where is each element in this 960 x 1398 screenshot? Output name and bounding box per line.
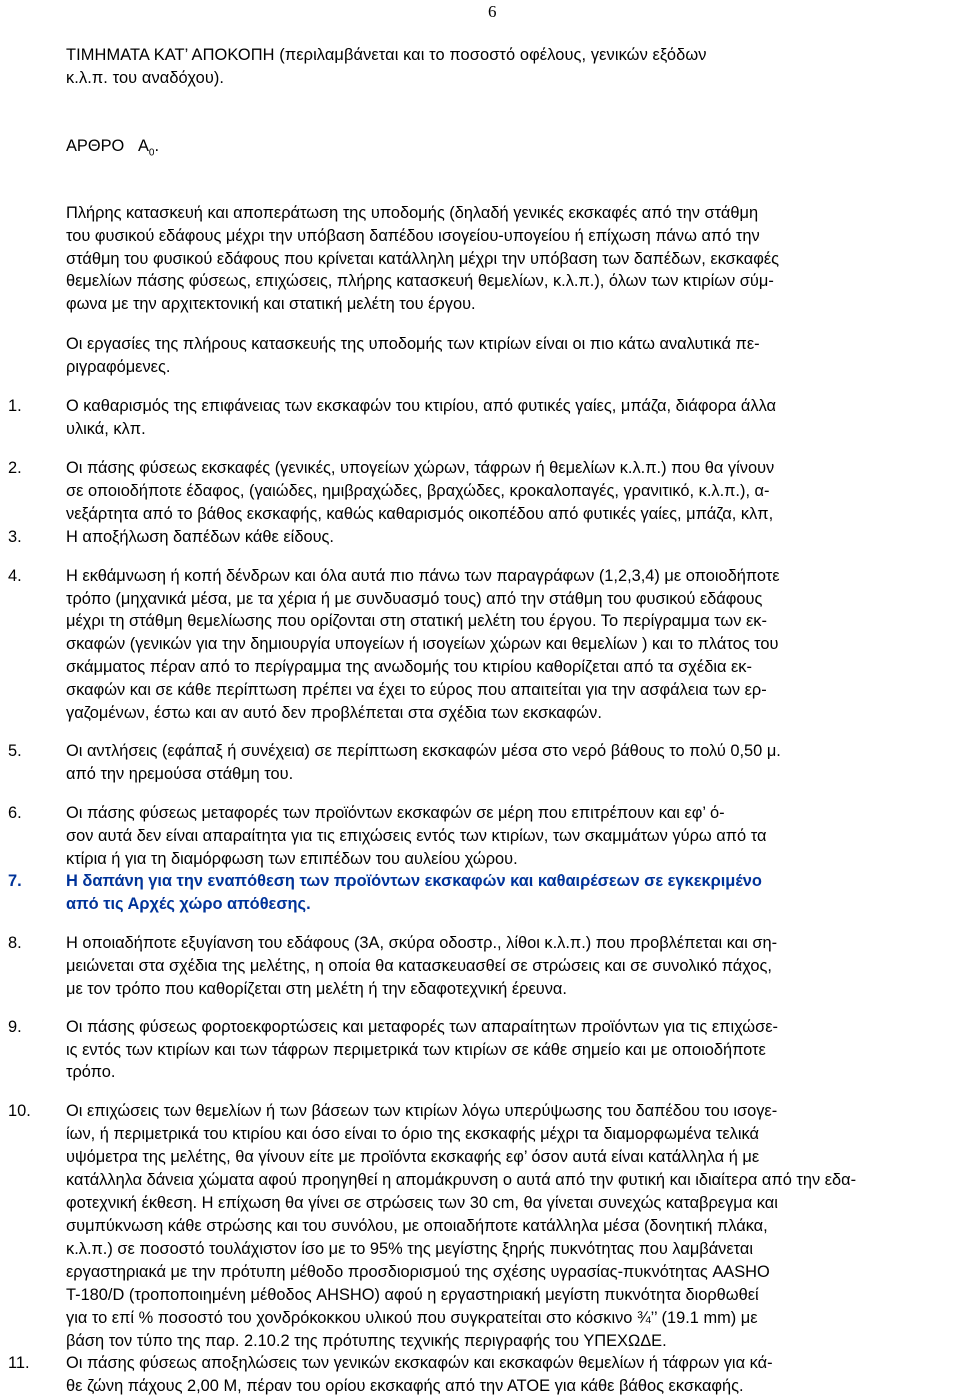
list-item-line: σε οποιοδήποτε έδαφος, (γαιώδες, ημιβραχώδες, βραχώδες, κροκαλοπαγές, γρανιτικό, κ.λ.π.), α-: [66, 482, 770, 500]
list-item-line: συμπύκνωση κάθε στρώσης και του συνόλου, με οποιαδήποτε κατάλληλα μέσα (δονητική πλάκα,: [66, 1217, 768, 1235]
list-item-number: 9.: [8, 1018, 22, 1036]
list-item-line: σκάμματος πέραν από το περίγραμμα της ανωδομής του κτιρίου καθορίζεται από τα σχέδια εκ-: [66, 658, 752, 676]
list-item-number: 4.: [8, 567, 22, 585]
list-item-line: ίων, ή περιμετρικά του κτιρίου και όσο είναι το όριο της εκσκαφής μέχρι τα διαμορφωμένα τελικά: [66, 1125, 759, 1143]
list-item-line: κτίρια ή για τη διαμόρφωση των επιπέδων του αυλείου χώρου.: [66, 850, 518, 868]
list-item-line: σκαφών (γενικών για την δημιουργία υπογείων ή ισογείων χώρων και θεμελίων ) και το πλάτος του: [66, 635, 779, 653]
list-item-line: σκαφών και σε κάθε περίπτωση πρέπει να έχει το εύρος που απαιτείται για την ασφάλεια των ερ-: [66, 681, 767, 699]
list-item-line: σον αυτά δεν είναι απαραίτητα για τις επιχώσεις εντός των κτιρίων, των σκαμμάτων γύρω από τα: [66, 827, 767, 845]
list-item-line: Η εκθάμνωση ή κοπή δένδρων και όλα αυτά πιο πάνω των παραγράφων (1,2,3,4) με οποιοδήποτε: [66, 567, 780, 585]
list-item-line: νεξάρτητα από το βάθος εκσκαφής, καθώς καθαρισμός οικοπέδου από φυτικές γαίες, μπάζα, κλπ,: [66, 505, 774, 523]
intro-line: φωνα με την αρχιτεκτονική και στατική μελέτη του έργου.: [66, 295, 476, 313]
list-item-line: Οι πάσης φύσεως μεταφορές των προϊόντων εκσκαφών σε μέρη που επιτρέπουν και εφ’ ό-: [66, 804, 725, 822]
list-item-line: ις εντός των κτιρίων και των τάφρων περιμετρικά των κτιρίων σε κάθε σημείο και με οποιοδήποτε: [66, 1041, 766, 1059]
intro2-line: ριγραφόμενες.: [66, 358, 171, 376]
list-item-number: 6.: [8, 804, 22, 822]
list-item-line: μέχρι τη στάθμη θεμελίωσης που ορίζονται στη στατική μελέτη του έργου. Το περίγραμμα των εκ-: [66, 612, 767, 630]
list-item-number: 10.: [8, 1102, 31, 1120]
list-item-number: 5.: [8, 742, 22, 760]
list-item-line: βάση τον τύπο της παρ. 2.10.2 της πρότυπης τεχνικής περιγραφής του ΥΠΕΧΩΔΕ.: [66, 1332, 667, 1350]
article-code: Α: [137, 137, 149, 155]
list-item-number: 8.: [8, 934, 22, 952]
list-item-number: 7.: [8, 872, 22, 890]
list-item-line: υλικά, κλπ.: [66, 420, 146, 438]
list-item-line: T-180/D (τροποποιημένη μέθοδος AHSHO) αφού η εργαστηριακή μεγίστη πυκνότητα διορθωθεί: [66, 1286, 759, 1304]
intro-line: του φυσικού εδάφους μέχρι την υπόβαση δαπέδου ισογείου-υπογείου ή επίχωση πάνω από την: [66, 227, 760, 245]
list-item-number: 11.: [8, 1354, 30, 1372]
list-item-line: υψόμετρα της μελέτης, θα γίνουν είτε με προϊόντα εκσκαφής εφ’ όσον αυτά είναι κατάλληλα ή με: [66, 1148, 760, 1166]
article-title: [66, 135, 159, 165]
intro2-line: Οι εργασίες της πλήρους κατασκευής της υποδομής των κτιρίων είναι οι πιο κάτω αναλυτικά πε-: [66, 335, 760, 353]
list-item-number: 2.: [8, 459, 22, 477]
section-heading-line-1: ΤΙΜΗΜΑΤΑ ΚΑΤ’ ΑΠΟΚΟΠΗ (περιλαμβάνεται και το ποσοστό οφέλους, γενικών εξόδων: [66, 46, 707, 64]
list-item-line: γαζομένων, έστω και αν αυτό δεν προβλέπεται στα σχέδια των εκσκαφών.: [66, 704, 602, 722]
intro-line: θεμελίων πάσης φύσεως, επιχώσεις, πλήρης κατασκευή θεμελίων, κ.λ.π.), όλων των κτιρίων σύμ-: [66, 272, 774, 290]
list-item-line: από την ηρεμούσα στάθμη του.: [66, 765, 294, 783]
list-item-line: Η οποιαδήποτε εξυγίανση του εδάφους (3Α, σκύρα οδοστρ., λίθοι κ.λ.π.) που προβλέπεται και ση-: [66, 934, 778, 952]
list-item-line: θε ζώνη πάχους 2,00 Μ, πέραν του ορίου εκσκαφής από την ΑΤΟΕ για κάθε βάθος εκσκαφής.: [66, 1377, 744, 1395]
list-item-line: φοτεχνική έκθεση. Η επίχωση θα γίνει σε στρώσεις των 30 cm, θα γίνεται συνεχώς καταβρεγμα και: [66, 1194, 778, 1212]
list-item-line: Οι αντλήσεις (εφάπαξ ή συνέχεια) σε περίπτωση εκσκαφών μέσα στο νερό βάθους το πολύ 0,50 μ.: [66, 742, 781, 760]
list-item-line: από τις Αρχές χώρο απόθεσης.: [66, 895, 311, 913]
list-item-line: Οι πάσης φύσεως φορτοεκφορτώσεις και μεταφορές των απαραίτητων προϊόντων για τις επιχώσε-: [66, 1018, 778, 1036]
list-item-line: Ο καθαρισμός της επιφάνειας των εκσκαφών του κτιρίου, από φυτικές γαίες, μπάζα, διάφορα άλλα: [66, 397, 777, 415]
article-suffix: .: [154, 137, 160, 155]
list-item-line: εργαστηριακά με την πρότυπη μέθοδο προσδιορισμού της σχέσης υγρασίας-πυκνότητας AASHO: [66, 1263, 770, 1281]
list-item-number: 3.: [8, 528, 22, 546]
list-item-line: κ.λ.π.) σε ποσοστό τουλάχιστον ίσο με το 95% της μεγίστης ξηρής πυκνότητας που λαμβάνεται: [66, 1240, 754, 1258]
list-item-line: τρόπο.: [66, 1063, 116, 1081]
article-subscript: 0: [148, 147, 155, 159]
list-item-line: μειώνεται στα σχέδια της μελέτης, η οποία θα κατασκευασθεί σε στρώσεις και σε συνολικό πάχος,: [66, 957, 772, 975]
section-heading-line-2: κ.λ.π. του αναδόχου).: [66, 69, 225, 87]
list-item-line: τρόπο (μηχανικά μέσα, με τα χέρια ή με συνδυασμό τους) από την στάθμη του φυσικού εδάφους: [66, 590, 763, 608]
list-item-number: 1.: [8, 397, 22, 415]
list-item-line: για το επί % ποσοστό του χονδρόκοκκου υλικού που συγκρατείται στο κόσκινο ¾’’ (19.1 mm) με: [66, 1309, 758, 1327]
list-item-line: Οι πάσης φύσεως εκσκαφές (γενικές, υπογείων χώρων, τάφρων ή θεμελίων κ.λ.π.) που θα γίνουν: [66, 459, 775, 477]
article-label: ΑΡΘΡΟ: [66, 137, 125, 155]
list-item-line: με τον τρόπο που καθορίζεται στη μελέτη ή την εδαφοτεχνική έρευνα.: [66, 980, 567, 998]
page-number: 6: [488, 2, 497, 21]
intro-line: Πλήρης κατασκευή και αποπεράτωση της υποδομής (δηλαδή γενικές εκσκαφές από την στάθμη: [66, 204, 759, 222]
intro-line: στάθμη του φυσικού εδάφους που κρίνεται κατάλληλη μέχρι την υπόβαση των δαπέδων, εκσκαφές: [66, 250, 780, 268]
list-item-line: κατάλληλα δάνεια χώματα αφού προηγηθεί η απομάκρυνση ο αυτά από την φυτική και ιδιαίτερα από την εδα-: [66, 1171, 857, 1189]
list-item-line: Οι πάσης φύσεως αποξηλώσεις των γενικών εκσκαφών και εκσκαφών θεμελίων ή τάφρων για κά-: [66, 1354, 773, 1372]
list-item-line: Η αποξήλωση δαπέδων κάθε είδους.: [66, 528, 334, 546]
list-item-line: Οι επιχώσεις των θεμελίων ή των βάσεων των κτιρίων λόγω υπερύψωσης του δαπέδου του ισογε-: [66, 1102, 778, 1120]
list-item-line: Η δαπάνη για την εναπόθεση των προϊόντων εκσκαφών και καθαιρέσεων σε εγκεκριμένο: [66, 872, 762, 890]
